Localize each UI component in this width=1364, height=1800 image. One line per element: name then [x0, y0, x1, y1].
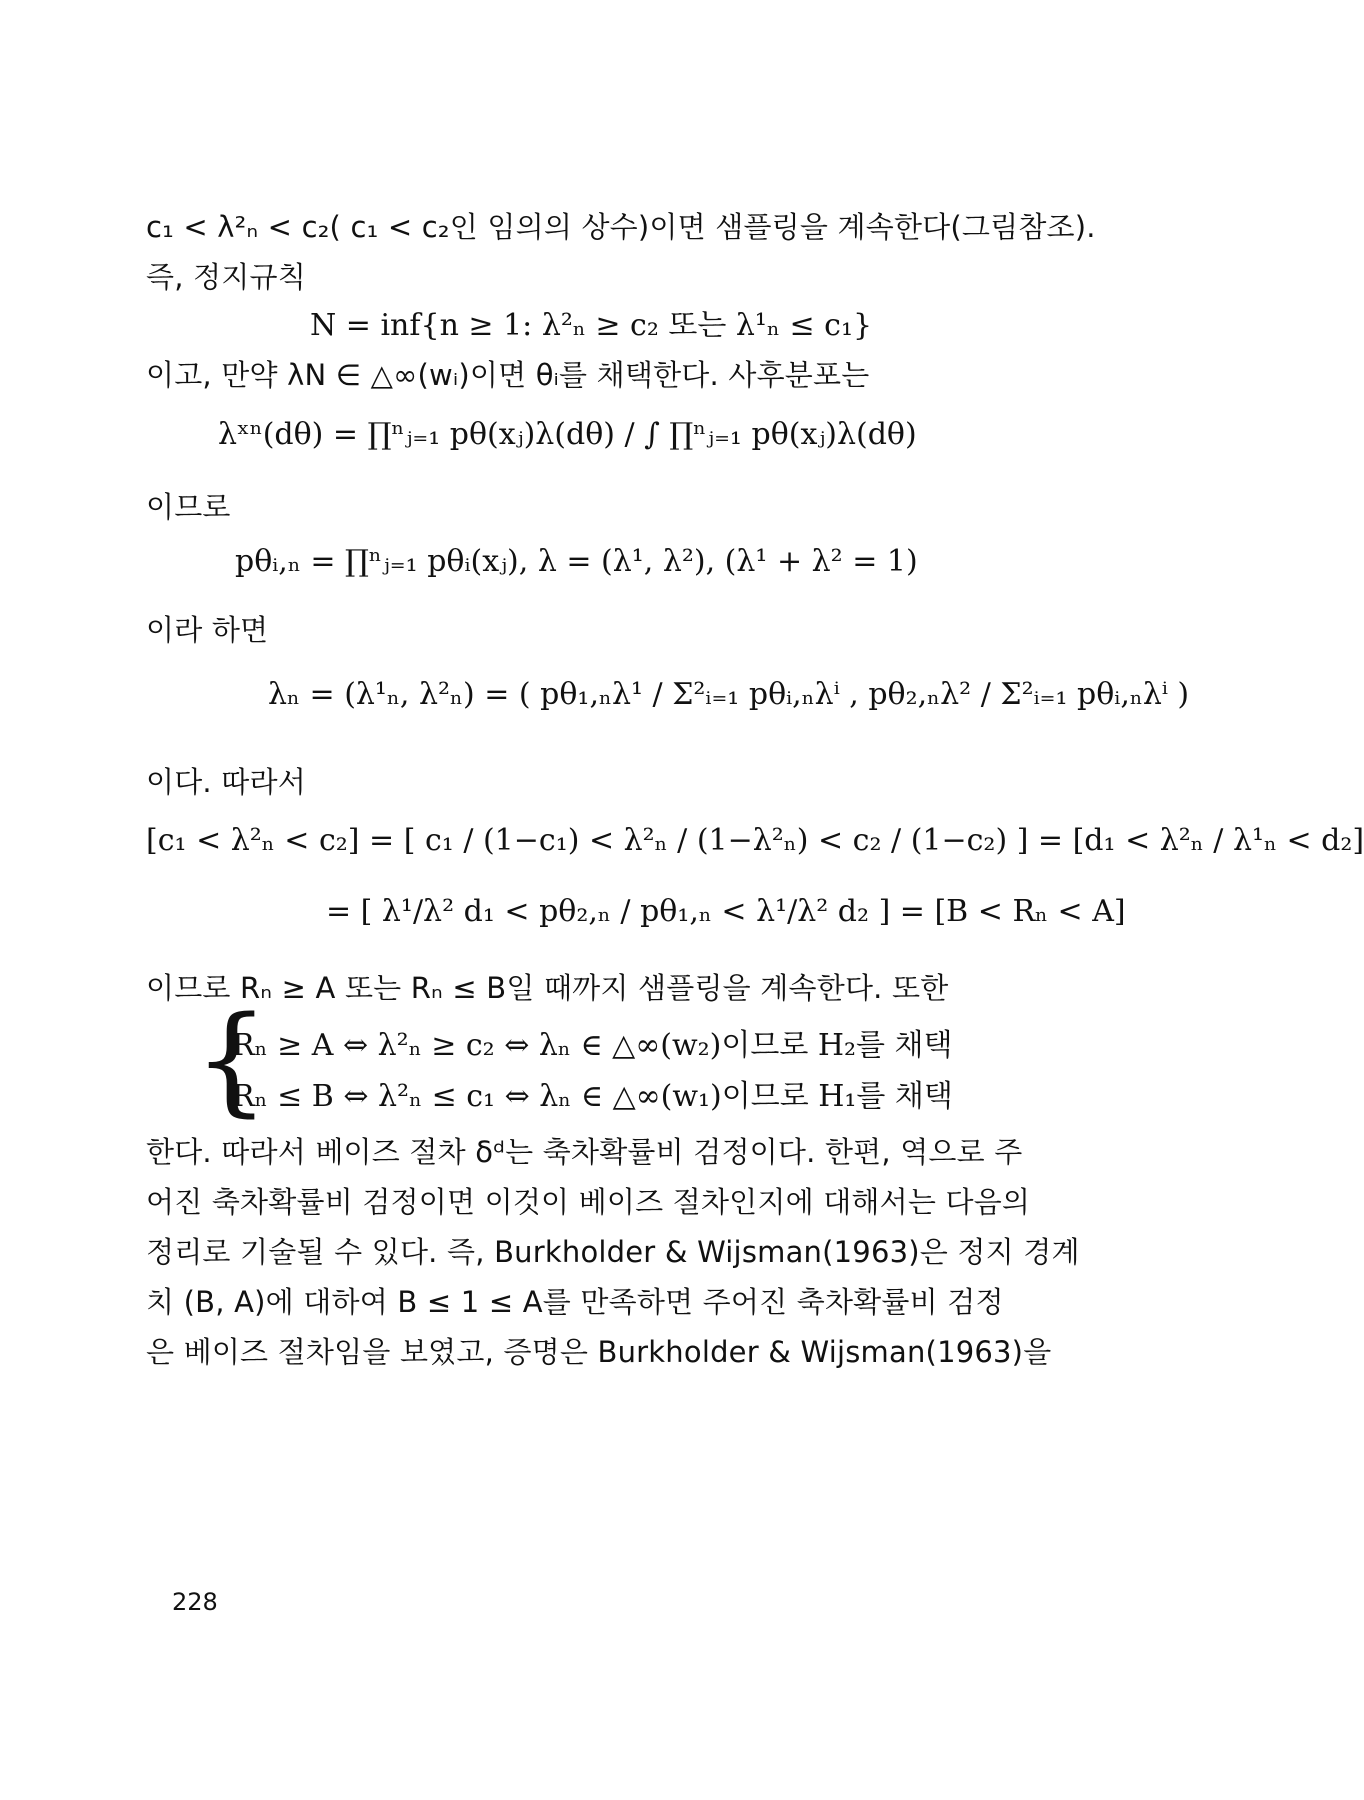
- equation: λˣⁿ(dθ) = ∏ⁿⱼ₌₁ pθ(xⱼ)λ(dθ) / ∫ ∏ⁿⱼ₌₁ pθ(xⱼ)λ(dθ): [218, 417, 917, 452]
- equation: [c₁ < λ²ₙ < c₂] = [ c₁ / (1−c₁) < λ²ₙ / (1−λ²ₙ) < c₂ / (1−c₂) ] = [d₁ < λ²ₙ / λ¹ₙ < d₂]: [146, 823, 1364, 858]
- paragraph-line: 이라 하면: [146, 613, 269, 647]
- paragraph-line: 즉, 정지규칙: [146, 260, 306, 294]
- equation: Rₙ ≥ A ⇔ λ²ₙ ≥ c₂ ⇔ λₙ ∈ △∞(w₂)이므로 H₂를 채택: [232, 1028, 953, 1063]
- paragraph-line: c₁ < λ²ₙ < c₂( c₁ < c₂인 임의의 상수)이면 샘플링을 계속한다(그림참조).: [146, 210, 1096, 244]
- paragraph-line: 치 (B, A)에 대하여 B ≤ 1 ≤ A를 만족하면 주어진 축차확률비 검정: [146, 1285, 1004, 1319]
- paragraph-line: 이므로 Rₙ ≥ A 또는 Rₙ ≤ B일 때까지 샘플링을 계속한다. 또한: [146, 971, 949, 1005]
- left-brace-icon: {: [194, 990, 270, 1128]
- paragraph-line: 이므로: [146, 490, 231, 524]
- paragraph-line: 어진 축차확률비 검정이면 이것이 베이즈 절차인지에 대해서는 다음의: [146, 1185, 1031, 1219]
- paragraph-line: 이다. 따라서: [146, 765, 306, 799]
- equation: pθᵢ,ₙ = ∏ⁿⱼ₌₁ pθᵢ(xⱼ), λ = (λ¹, λ²), (λ¹ + λ² = 1): [235, 544, 918, 579]
- equation: Rₙ ≤ B ⇔ λ²ₙ ≤ c₁ ⇔ λₙ ∈ △∞(w₁)이므로 H₁를 채택: [232, 1079, 953, 1114]
- paragraph-line: 이고, 만약 λN ∈ △∞(wᵢ)이면 θᵢ를 채택한다. 사후분포는: [146, 358, 870, 392]
- equation: λₙ = (λ¹ₙ, λ²ₙ) = ( pθ₁,ₙλ¹ / Σ²ᵢ₌₁ pθᵢ,ₙλⁱ , pθ₂,ₙλ² / Σ²ᵢ₌₁ pθᵢ,ₙλⁱ ): [268, 677, 1190, 712]
- paragraph-line: 은 베이즈 절차임을 보였고, 증명은 Burkholder & Wijsman(1963)을: [146, 1335, 1052, 1369]
- equation: = [ λ¹/λ² d₁ < pθ₂,ₙ / pθ₁,ₙ < λ¹/λ² d₂ ] = [B < Rₙ < A]: [326, 894, 1126, 929]
- paragraph-line: 정리로 기술될 수 있다. 즉, Burkholder & Wijsman(1963)은 정지 경계: [146, 1235, 1080, 1269]
- page-number: 228: [172, 1588, 218, 1616]
- paragraph-line: 한다. 따라서 베이즈 절차 δᵈ는 축차확률비 검정이다. 한편, 역으로 주: [146, 1135, 1023, 1169]
- equation: N = inf{n ≥ 1: λ²ₙ ≥ c₂ 또는 λ¹ₙ ≤ c₁}: [310, 308, 873, 343]
